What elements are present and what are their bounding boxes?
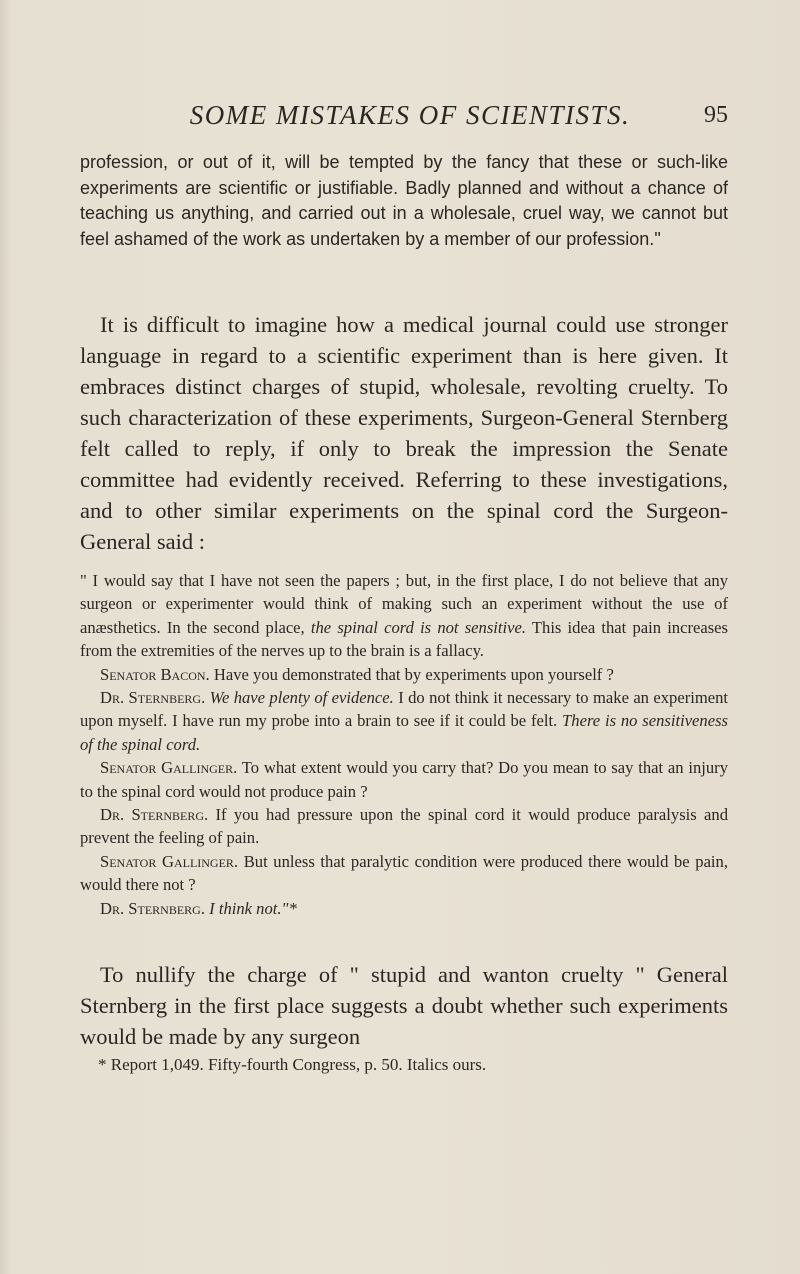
quote-para-3 [80,686,728,756]
quote-text: " I would say that I have not seen the papers ; but, in the first place, I do not believe that any surgeon or experimenter would think of making such an experiment without the use of anæsthetics. In the second place, [80,571,728,637]
quote-para-5 [80,803,728,850]
paragraph-final: To nullify the charge of " stupid and wanton cruelty " General Sternberg in the first place suggests a doubt whether such experiments would be made by any surgeon [80,962,728,1049]
speaker-name: Senator Gallinger. [100,851,239,871]
quote-italic: We have plenty of evidence. [209,688,394,708]
quote-italic: the spinal cord is not sensitive. [310,617,526,637]
quote-italic: There is no sensitiveness of the spinal cord. [80,711,729,754]
quote-text: If you had pressure upon the spinal cord it would produce paralysis and prevent the feeling of pain. [80,805,728,848]
quote-para-2 [80,663,728,686]
testimony-quote [80,569,728,920]
page-header [0,100,800,140]
speaker-name: Senator Bacon. [100,664,210,684]
quote-para-7 [80,897,728,920]
speaker-name: Dr. Sternberg. [100,898,205,918]
running-title: SOME MISTAKES OF SCIENTISTS. [189,100,631,130]
footnote: * Report 1,049. Fifty-fourth Congress, p. 50. Italics ours. [98,1055,487,1074]
quote-italic: I think not. [209,898,282,918]
paragraph-quote-end: profession, or out of it, will be tempted by the fancy that these or such-like experiments are scientific or justifiable. Badly planned and without a chance of teaching us anything, and carried out in a wholesale, cruel way, we cannot but feel ashamed of the work as undertaken by a member of our profession." [80,152,728,249]
speaker-name: Senator Gallinger. [100,758,238,778]
quote-text: But unless that paralytic condition were produced there would be pain, would there not ? [80,851,728,895]
quote-text: To what extent would you carry that? Do you mean to say that an injury to the spinal cord would not produce pain ? [80,758,728,801]
page-number: 95 [704,102,728,128]
quote-text: I do not think it necessary to make an experiment upon myself. I have run my probe into a brain to see if it could be felt. [80,688,729,731]
quote-text: This idea that pain increases from the extremities of the nerves up to the brain is a fallacy. [80,617,729,661]
speaker-name: Dr. Sternberg. [100,805,209,825]
speaker-name: Dr. Sternberg. [100,688,206,708]
paragraph-main: It is difficult to imagine how a medical journal could use stronger language in regard to a scientific experiment than is here given. It embraces distinct charges of stupid, wholesale, revolting cruelty. To such characterization of these experiments, Surgeon-General Sternberg felt called to reply, if only to break the impression the Senate committee had evidently received. Referring to these investigations, and to other similar experiments on the spinal cord the Surgeon-General said : [80,312,728,554]
quote-text: Have you demonstrated that by experiments upon yourself ? [209,664,614,684]
quote-para-6 [80,850,728,897]
quote-para-1 [80,569,728,663]
quote-para-4 [80,756,728,803]
quote-text: "* [281,898,297,918]
